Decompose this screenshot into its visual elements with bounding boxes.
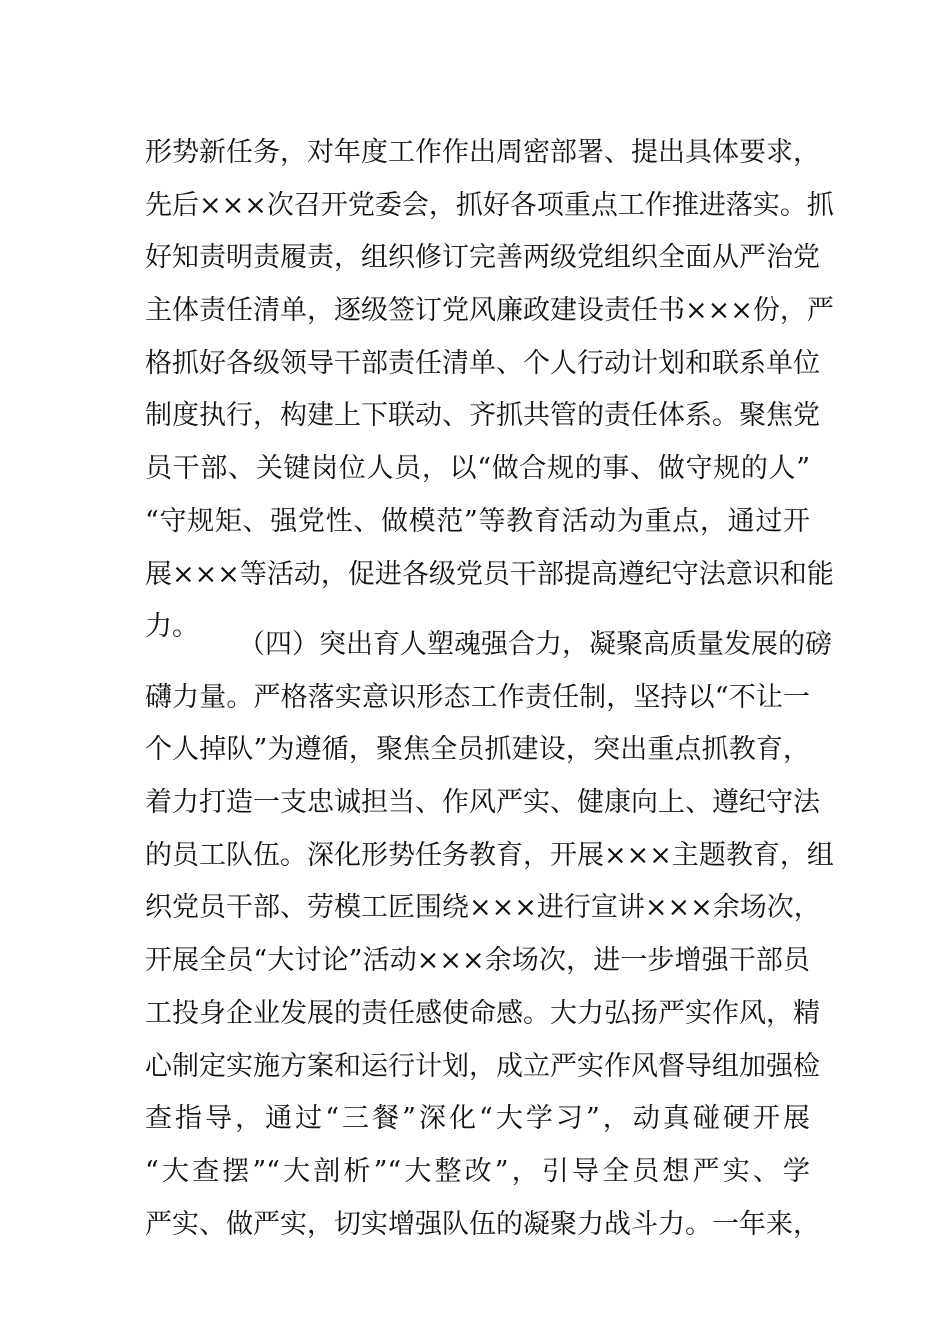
paragraph-responsibility: [145, 133, 834, 660]
section-heading-line: （四）突出育人塑魂强合力，凝聚高质量发展的磅: [238, 629, 832, 660]
text-line: “大查摆”“大剖析”“大整改”，引导全员想严实、学: [145, 1155, 810, 1187]
text-line: 着力打造一支忠诚担当、作风严实、健康向上、遵纪守法: [145, 787, 820, 819]
text-line: 展×××等活动，促进各级党员干部提高遵纪守法意识和能: [145, 558, 834, 590]
text-line: “守规矩、强党性、做模范”等教育活动为重点，通过开: [145, 505, 810, 537]
text-line: 形势新任务，对年度工作作出周密部署、提出具体要求，: [145, 137, 820, 168]
text-line: 先后×××次召开党委会，抓好各项重点工作推进落实。抓: [145, 189, 834, 221]
text-line: 制度执行，构建上下联动、齐抓共管的责任体系。聚焦党: [145, 400, 820, 432]
text-line: 开展全员“大讨论”活动×××余场次，进一步增强干部员: [145, 945, 810, 977]
text-line: 的员工队伍。深化形势任务教育，开展×××主题教育，组: [145, 839, 834, 871]
text-line: 查指导，通过“三餐”深化“大学习”，动真碰硬开展: [145, 1103, 810, 1135]
paragraph-section-four: [145, 625, 834, 1257]
text-line: 员干部、关键岗位人员，以“做合规的事、做守规的人”: [145, 453, 810, 485]
text-line: 好知责明责履责，组织修订完善两级党组织全面从严治党: [145, 242, 820, 274]
text-line: 格抓好各级领导干部责任清单、个人行动计划和联系单位: [145, 347, 820, 379]
text-line: 织党员干部、劳模工匠围绕×××进行宣讲×××余场次，: [145, 892, 821, 924]
text-line: 力。: [145, 611, 199, 643]
text-line: 心制定实施方案和运行计划，成立严实作风督导组加强检: [145, 1050, 820, 1082]
text-line: 严实、做严实，切实增强队伍的凝聚力战斗力。一年来，: [145, 1208, 820, 1240]
text-line: 主体责任清单，逐级签订党风廉政建设责任书×××份，严: [145, 295, 834, 327]
text-line: 礴力量。严格落实意识形态工作责任制，坚持以“不让一: [145, 681, 810, 713]
text-line: 个人掉队”为遵循，聚焦全员抓建设，突出重点抓教育，: [145, 734, 810, 766]
text-line: 工投身企业发展的责任感使命感。大力弘扬严实作风，精: [145, 997, 820, 1029]
